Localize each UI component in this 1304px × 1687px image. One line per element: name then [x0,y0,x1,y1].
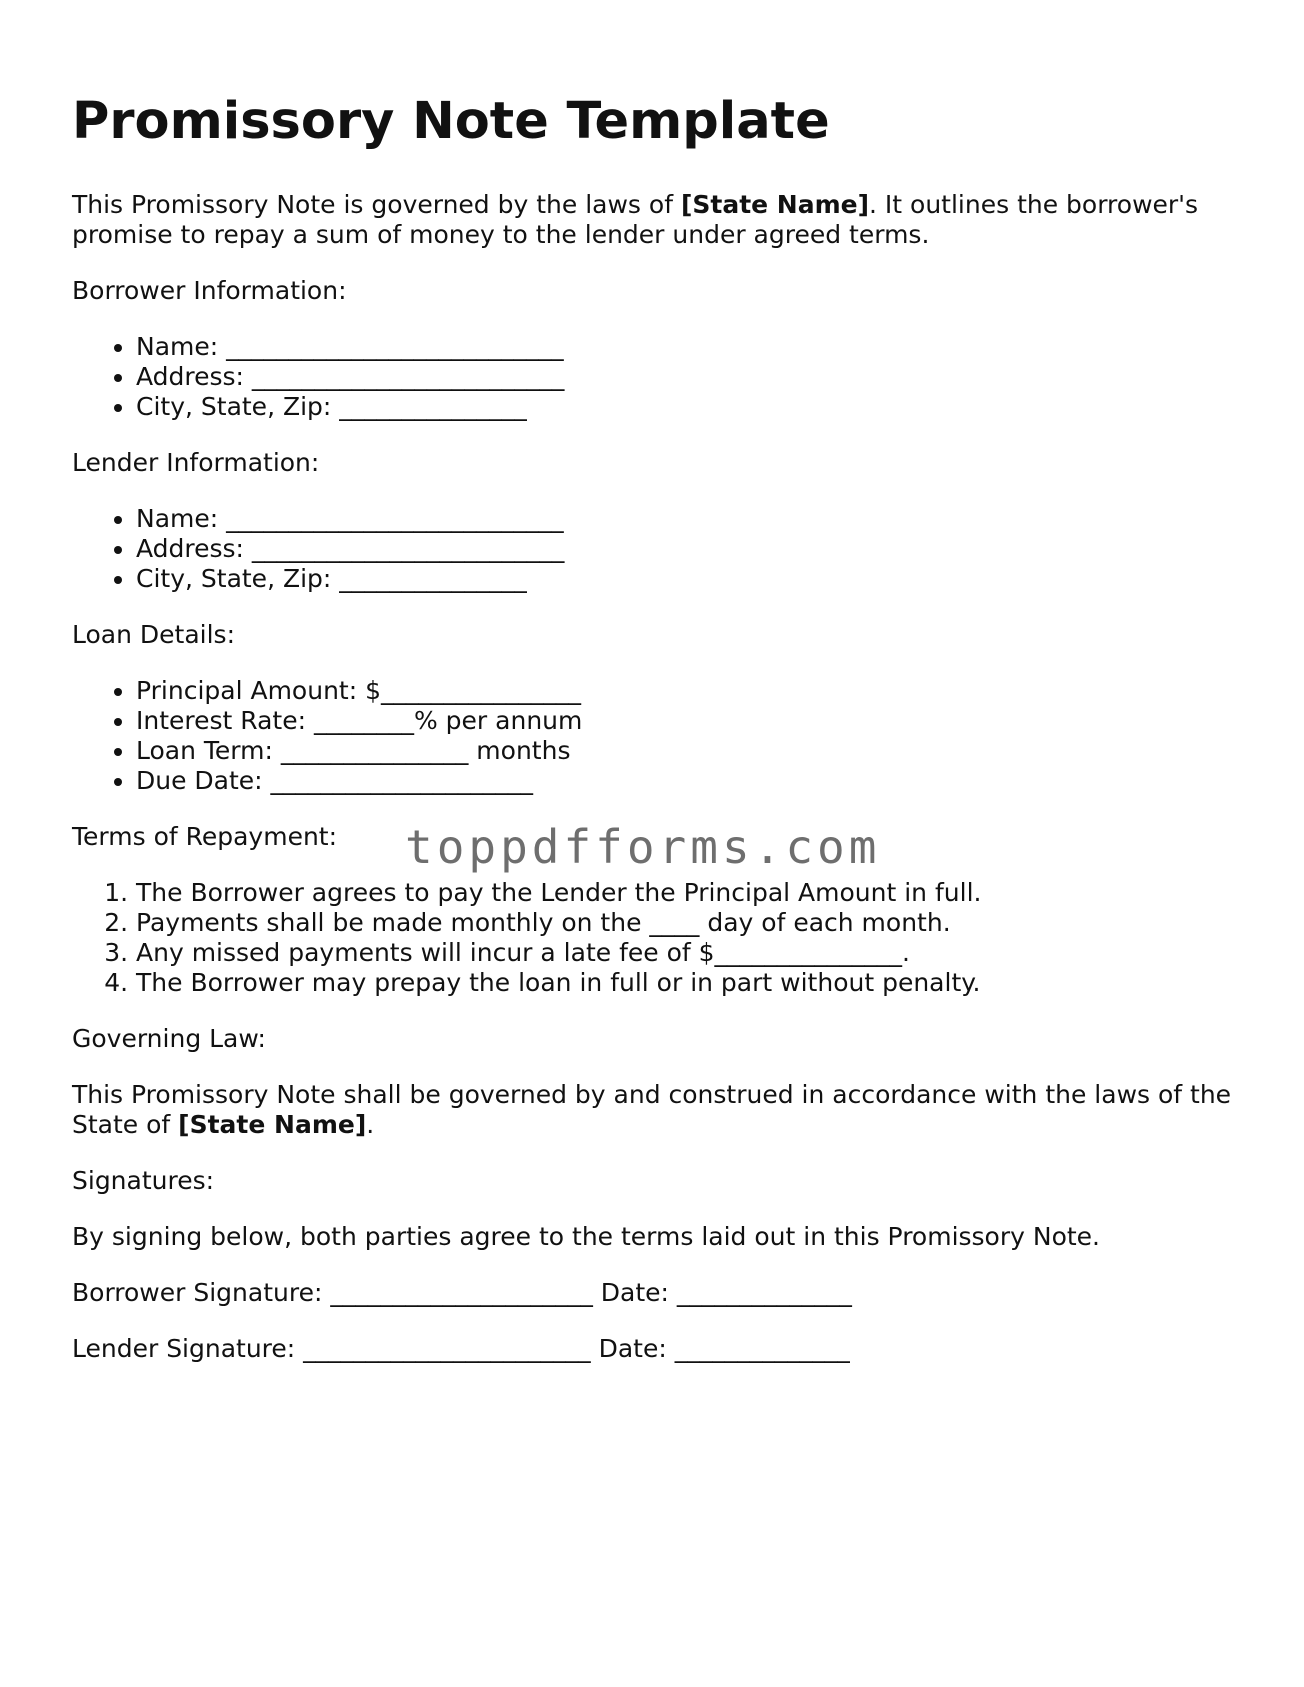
repayment-term-1: 1. The Borrower agrees to pay the Lender the Principal Amount in full. [136,878,1252,908]
intro-paragraph [72,190,1252,250]
repayment-list [72,878,1252,998]
intro-state-name: [State Name] [680,190,870,219]
borrower-address-field: • Address: _________________________ [136,362,1252,392]
governing-paragraph [72,1080,1252,1140]
loan-list [72,676,1252,796]
borrower-heading: Borrower Information: [72,276,347,305]
repayment-heading: Terms of Repayment: [72,822,338,851]
watermark-text: toppdfforms.com [405,820,881,874]
signatures-heading: Signatures: [72,1166,215,1195]
repayment-term-4: 4. The Borrower may prepay the loan in full or in part without penalty. [136,968,1252,998]
lender-address-field: • Address: _________________________ [136,534,1252,564]
governing-text-end: . [366,1110,375,1139]
borrower-city-field: • City, State, Zip: _______________ [136,392,1252,422]
lender-heading: Lender Information: [72,448,320,477]
due-date-field: • Due Date: _____________________ [136,766,1252,796]
borrower-signature-line: Borrower Signature: _____________________ Date: ______________ [72,1278,852,1307]
lender-list [72,504,1252,594]
intro-text-end: . It outlines the borrower's promise to repay a sum of money to the lender under agreed terms. [72,190,1199,249]
governing-state-name: [State Name] [178,1110,367,1139]
governing-heading: Governing Law: [72,1024,266,1053]
lender-name-field: • Name: ___________________________ [136,504,1252,534]
repayment-term-3: 3. Any missed payments will incur a late fee of $_______________. [136,938,1252,968]
document-page [72,0,1252,1364]
signatures-statement: By signing below, both parties agree to the terms laid out in this Promissory Note. [72,1222,1101,1251]
loan-heading: Loan Details: [72,620,235,649]
loan-term-field: • Loan Term: _______________ months [136,736,1252,766]
interest-rate-field: • Interest Rate: ________% per annum [136,706,1252,736]
repayment-term-2: 2. Payments shall be made monthly on the ____ day of each month. [136,908,1252,938]
borrower-list [72,332,1252,422]
lender-signature-line: Lender Signature: _______________________ Date: ______________ [72,1334,850,1363]
intro-text-start: This Promissory Note is governed by the laws of [72,190,681,219]
borrower-name-field: • Name: ___________________________ [136,332,1252,362]
governing-text-start: This Promissory Note shall be governed by and construed in accordance with the laws of the State of [72,1080,1232,1139]
principal-amount-field: • Principal Amount: $________________ [136,676,1252,706]
lender-city-field: • City, State, Zip: _______________ [136,564,1252,594]
document-title: Promissory Note Template [72,92,830,151]
